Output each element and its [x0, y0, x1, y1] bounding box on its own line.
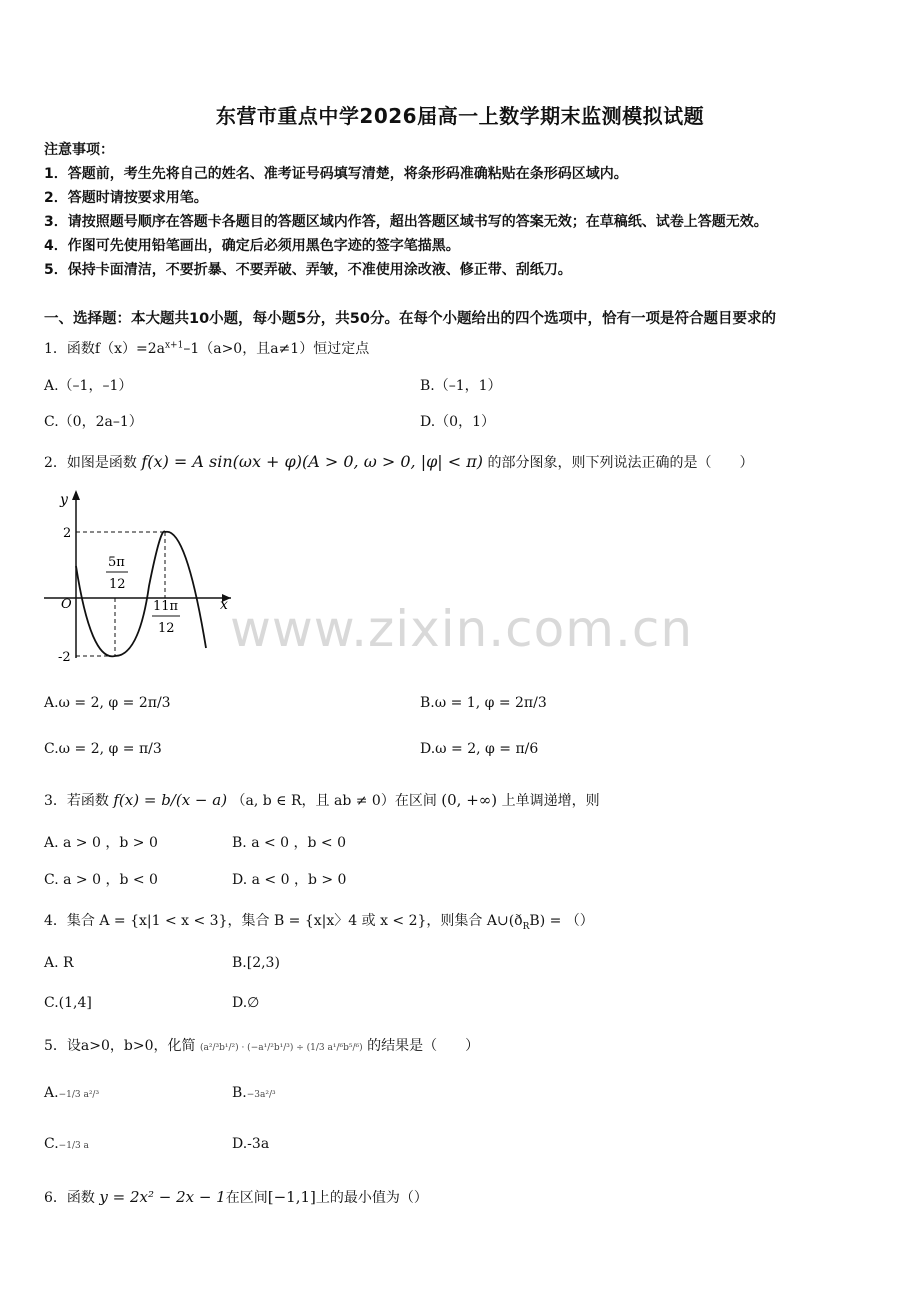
sine-graph [36, 486, 236, 666]
q5-expr: (a²/³b¹/²) · (−a¹/²b¹/³) ÷ (1/3 a¹/⁶b⁵/⁶) [199, 1043, 363, 1053]
q2-option-c: C.ω = 2, φ = π/3 [44, 741, 162, 757]
section-heading: 一、选择题：本大题共10小题，每小题5分，共50分。在每个小题给出的四个选项中，恰有一项是符合题目要求的 [44, 311, 776, 327]
page-title: 东营市重点中学2026届高一上数学期末监测模拟试题 [215, 104, 705, 128]
q1-stem: 1．函数f（x）=2a [44, 341, 165, 357]
y-label: y [60, 492, 68, 508]
x-label: x [220, 597, 228, 613]
q3-stem-post: 上单调递增，则 [501, 793, 600, 809]
q2-formula: f(x) = A sin(ωx + φ)(A > 0, ω > 0, |φ| < π) [141, 452, 484, 471]
notice-item-1: 1．答题前，考生先将自己的姓名、准考证号码填写清楚，将条形码准确粘贴在条形码区域内。 [44, 166, 628, 182]
q1-sup: x+1 [164, 340, 184, 351]
q4-option-a: A. R [44, 955, 74, 971]
y-bottom-label: -2 [58, 650, 71, 665]
q4-option-d: D.∅ [232, 995, 260, 1011]
q3-interval: (0, +∞) [441, 791, 498, 809]
q5-stem-pre: 5．设a>0，b>0，化简 [44, 1038, 196, 1054]
watermark: www.zixin.com.cn [230, 600, 694, 658]
notice-item-4: 4．作图可先使用铅笔画出，确定后必须用黑色字迹的签字笔描黑。 [44, 238, 460, 254]
q5-a-label: A. [44, 1085, 59, 1101]
q5-option-b [232, 1085, 276, 1101]
question-1 [44, 338, 369, 358]
question-3 [44, 790, 600, 810]
q2-option-a: A.ω = 2, φ = 2π/3 [44, 695, 171, 711]
q5-b-label: B. [232, 1085, 247, 1101]
y-top-label: 2 [63, 526, 72, 541]
q6-interval: [−1,1] [267, 1188, 316, 1206]
question-2 [44, 452, 753, 472]
q5-option-c [44, 1136, 89, 1152]
mark1-num: 5π [108, 555, 125, 570]
q5-a-value: −1/3 a²/³ [58, 1090, 100, 1100]
q5-c-value: −1/3 a [58, 1141, 89, 1151]
q6-stem-post: 上的最小值为（） [315, 1190, 428, 1206]
q6-formula: y = 2x² − 2x − 1 [99, 1188, 226, 1206]
q5-stem-post: 的结果是（ ） [367, 1038, 480, 1054]
q1-option-a: A.（–1，–1） [44, 378, 133, 394]
mark2-num: 11π [153, 599, 179, 614]
q5-option-a [44, 1085, 99, 1101]
q3-option-a: A. a > 0 ，b > 0 [44, 835, 158, 851]
q3-stem-mid: （a, b ∈ R，且 ab ≠ 0）在区间 [231, 793, 437, 809]
q3-formula: f(x) = b/(x − a) [113, 791, 228, 809]
q2-option-d: D.ω = 2, φ = π/6 [420, 741, 539, 757]
notice-item-2: 2．答题时请按要求用笔。 [44, 190, 208, 206]
sine-curve [76, 531, 206, 656]
q6-stem-pre: 6．函数 [44, 1190, 95, 1206]
q3-option-b: B. a < 0 ，b < 0 [232, 835, 347, 851]
q1-option-b: B.（–1，1） [420, 378, 502, 394]
question-5 [44, 1035, 479, 1055]
q4-sub: R [522, 921, 530, 932]
q2-stem-post: 的部分图象，则下列说法正确的是（ ） [487, 455, 754, 471]
q4-option-b: B.[2,3) [232, 955, 280, 971]
q2-option-b: B.ω = 1, φ = 2π/3 [420, 695, 547, 711]
notice-item-5: 5．保持卡面清洁，不要折暴、不要弄破、弄皱，不准使用涂改液、修正带、刮纸刀。 [44, 262, 572, 278]
notice-item-3: 3．请按照题号顺序在答题卡各题目的答题区域内作答，超出答题区域书写的答案无效；在草稿纸、试卷上答题无效。 [44, 214, 768, 230]
q5-c-label: C. [44, 1136, 59, 1152]
mark2-den: 12 [158, 621, 175, 636]
origin-label: O [61, 597, 72, 612]
q5-option-d: D.-3a [232, 1136, 270, 1152]
q4-stem-end: B) = （） [529, 913, 594, 929]
y-axis-arrow [72, 490, 80, 500]
q1-stem-2: –1（a>0，且a≠1）恒过定点 [183, 341, 370, 357]
q4-stem: 4．集合 A = {x|1 < x < 3}，集合 B = {x|x〉4 或 x < 2}，则集合 A∪(ð [44, 913, 523, 929]
q4-option-c: C.(1,4] [44, 995, 92, 1011]
question-4 [44, 910, 594, 932]
q6-stem-mid: 在区间 [225, 1190, 268, 1206]
q3-option-d: D. a < 0 ，b > 0 [232, 872, 347, 888]
q2-stem-pre: 2．如图是函数 [44, 455, 137, 471]
question-6 [44, 1187, 428, 1207]
q3-stem-pre: 3．若函数 [44, 793, 109, 809]
q1-option-c: C.（0，2a–1） [44, 414, 143, 430]
q5-b-value: −3a²/³ [246, 1090, 276, 1100]
notice-heading: 注意事项： [44, 142, 114, 158]
q3-option-c: C. a > 0 ，b < 0 [44, 872, 158, 888]
q1-option-d: D.（0，1） [420, 414, 495, 430]
mark1-den: 12 [109, 577, 126, 592]
